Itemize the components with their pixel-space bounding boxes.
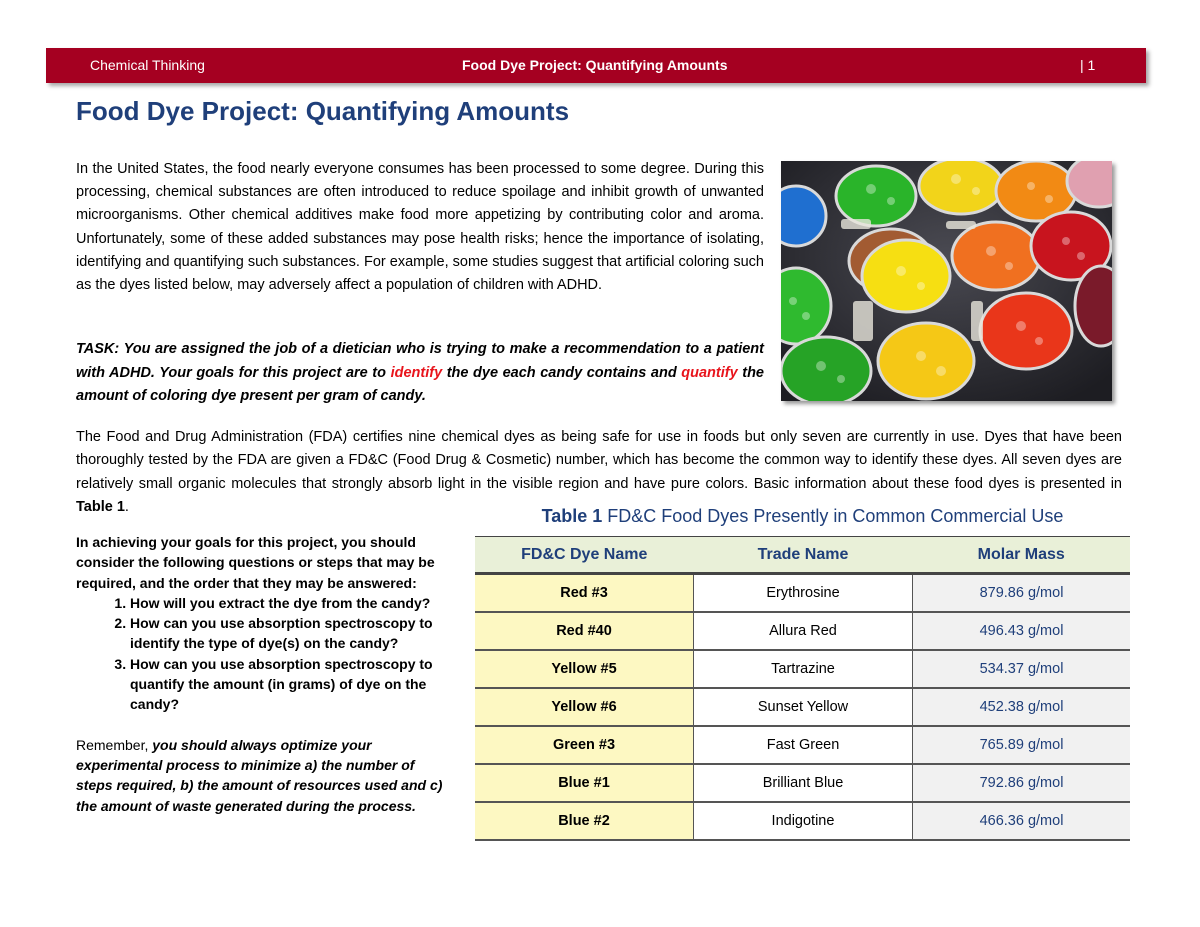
dye-name-cell: Red #3 bbox=[475, 574, 694, 613]
fda-text: The Food and Drug Administration (FDA) certifies nine chemical dyes as being safe for use in foods but only seven are currently in use. Dyes that have been thoroughly tested by the FDA are given a FD&C (Food Drug & Cosmetic) number, which has become the common way to identify these dyes. All seven dyes are relatively small organic molecules that strongly absorb light in the visible region and have pure colors. Basic information about these food dyes is presented in bbox=[76, 429, 1122, 492]
dye-name-cell: Blue #1 bbox=[475, 764, 694, 802]
table-row bbox=[475, 650, 1130, 688]
task-quantify: quantify bbox=[681, 364, 738, 381]
table-row bbox=[475, 764, 1130, 802]
molar-mass-cell: 534.37 g/mol bbox=[913, 650, 1131, 688]
task-text-2: the dye each candy contains and bbox=[442, 364, 682, 381]
trade-name-cell: Indigotine bbox=[694, 802, 913, 840]
task-text-1: TASK: You are assigned the job of a dietician who is trying to make a recommendation to a patient with ADHD. Your goals for this project are to bbox=[76, 341, 764, 381]
trade-name-cell: Fast Green bbox=[694, 726, 913, 764]
intro-paragraph: In the United States, the food nearly everyone consumes has been processed to some degree. During this processing, chemical substances are often introduced to reduce spoilage and inhibit growth of unwanted microorganisms. Other chemical additives make food more appetizing by contributing color and aroma. Unfortunately, some of these added substances may pose health risks; hence the importance of isolating, identifying and quantifying such substances. For example, some studies suggest that artificial coloring such as the dyes listed below, may adversely affect a population of children with ADHD. bbox=[76, 161, 764, 294]
table-row bbox=[475, 612, 1130, 650]
trade-name-cell: Erythrosine bbox=[694, 574, 913, 613]
fda-table-ref: Table 1 bbox=[76, 498, 125, 515]
table-caption bbox=[475, 506, 1130, 527]
task-paragraph bbox=[76, 338, 764, 409]
goal-question: 3. How can you use absorption spectroscopy to quantify the amount (in grams) of dye on the candy? bbox=[130, 654, 450, 715]
molar-mass-cell: 765.89 g/mol bbox=[913, 726, 1131, 764]
page-title: Food Dye Project: Quantifying Amounts bbox=[76, 96, 570, 126]
trade-name-cell: Allura Red bbox=[694, 612, 913, 650]
goals-section bbox=[76, 532, 450, 816]
dye-name-cell: Yellow #6 bbox=[475, 688, 694, 726]
header-course: Chemical Thinking bbox=[90, 57, 205, 73]
goal-question: 1. How will you extract the dye from the candy? bbox=[130, 593, 450, 613]
header-doc-title: Food Dye Project: Quantifying Amounts bbox=[462, 57, 728, 73]
candy-jars-photo bbox=[781, 161, 1112, 401]
table-row bbox=[475, 726, 1130, 764]
table-row bbox=[475, 802, 1130, 840]
goals-intro: In achieving your goals for this project, you should consider the following questions or steps that may be required, and the order that they may be answered: bbox=[76, 534, 435, 591]
trade-name-cell: Sunset Yellow bbox=[694, 688, 913, 726]
table-caption-text: FD&C Food Dyes Presently in Common Commercial Use bbox=[602, 506, 1064, 526]
remember-italic: you should always optimize your experimental process to minimize a) the number of steps required, b) the amount of resources used and c) the amount of waste generated during the process. bbox=[76, 736, 443, 814]
molar-mass-cell: 792.86 g/mol bbox=[913, 764, 1131, 802]
dye-table bbox=[475, 536, 1130, 841]
dye-name-cell: Blue #2 bbox=[475, 802, 694, 840]
trade-name-cell: Brilliant Blue bbox=[694, 764, 913, 802]
remember-note bbox=[76, 735, 450, 816]
molar-mass-cell: 452.38 g/mol bbox=[913, 688, 1131, 726]
task-text-3: the amount of coloring dye present per gram of candy. bbox=[76, 364, 764, 404]
goals-list bbox=[76, 593, 450, 715]
col-header-molar-mass: Molar Mass bbox=[913, 537, 1131, 574]
dye-name-cell: Red #40 bbox=[475, 612, 694, 650]
col-header-trade-name: Trade Name bbox=[694, 537, 913, 574]
col-header-dye-name: FD&C Dye Name bbox=[475, 537, 694, 574]
task-identify: identify bbox=[390, 364, 443, 381]
trade-name-cell: Tartrazine bbox=[694, 650, 913, 688]
remember-lead: Remember, bbox=[76, 736, 153, 753]
page-number: | 1 bbox=[1080, 57, 1096, 73]
dye-name-cell: Yellow #5 bbox=[475, 650, 694, 688]
goal-question: 2. How can you use absorption spectroscopy to identify the type of dye(s) on the candy? bbox=[130, 613, 450, 654]
molar-mass-cell: 879.86 g/mol bbox=[913, 574, 1131, 613]
table-row bbox=[475, 688, 1130, 726]
molar-mass-cell: 466.36 g/mol bbox=[913, 802, 1131, 840]
molar-mass-cell: 496.43 g/mol bbox=[913, 612, 1131, 650]
fda-text-end: . bbox=[124, 498, 129, 515]
header-bar bbox=[46, 48, 1146, 83]
table-row bbox=[475, 574, 1130, 613]
dye-name-cell: Green #3 bbox=[475, 726, 694, 764]
table-caption-label: Table 1 bbox=[541, 506, 603, 526]
table-header-row bbox=[475, 537, 1130, 574]
